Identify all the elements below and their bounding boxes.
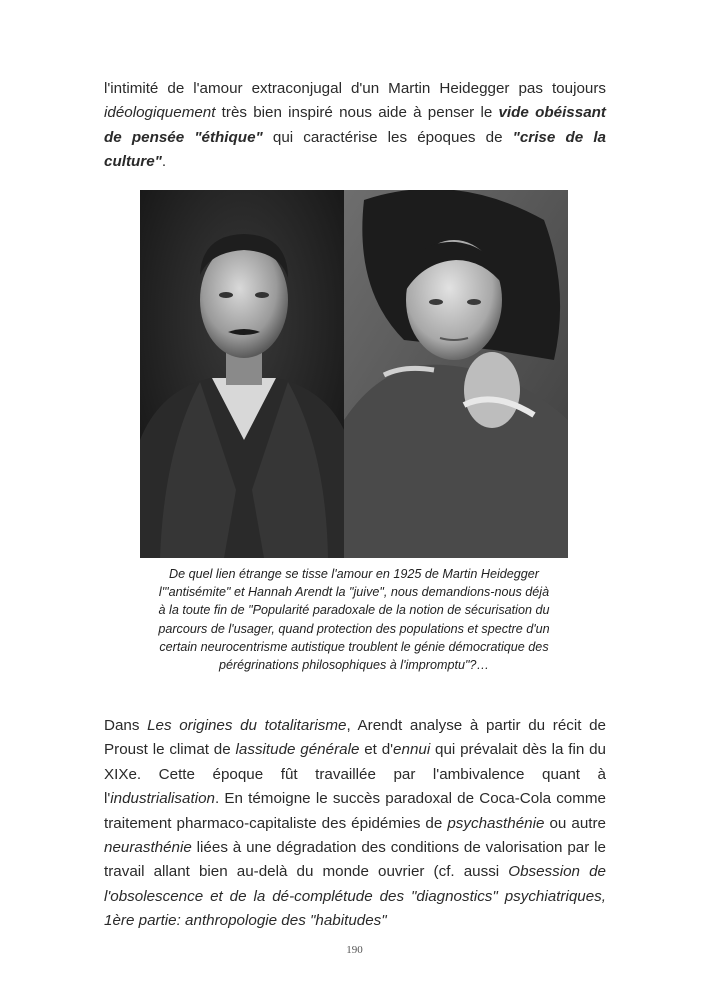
caption-line: l'"antisémite" et Hannah Arendt la "juive", nous demandions-nous déjà xyxy=(158,585,550,600)
portrait-arendt xyxy=(344,190,568,558)
text-run: , Arendt analyse à partir du récit de Proust le climat de xyxy=(104,717,606,759)
text-run: liées à une dégradation des conditions de valorisation par le travail allant bien au-delà du monde ouvrier (cf. aussi xyxy=(104,839,606,881)
caption-line: De quel lien étrange se tisse l'amour en 1925 de Martin Heidegger xyxy=(169,567,539,581)
text-run: lassitude générale xyxy=(235,741,360,759)
text-run: très bien inspiré nous aide à penser le xyxy=(215,104,499,122)
text-run: industrialisation xyxy=(110,790,215,808)
caption-line: parcours de l'usager, quand protection des populations et spectre d'un xyxy=(158,621,550,636)
photo-figure xyxy=(140,190,568,558)
caption-line: pérégrinations philosophiques à l'impromptu"?… xyxy=(218,658,490,673)
text-run: qui prévalait dès la fin du XIXe. Cette époque fût travaillée par l'ambivalence quant à l' xyxy=(104,741,607,808)
text-run: Dans xyxy=(104,717,148,734)
paragraph-bottom xyxy=(104,714,606,934)
portrait-heidegger xyxy=(140,190,344,558)
page-number: 190 xyxy=(346,944,363,956)
text-run: qui caractérise les époques de xyxy=(262,128,513,146)
text-run: ennui xyxy=(393,741,431,759)
text-run: idéologiquement xyxy=(104,104,216,122)
text-run: "crise de la culture" xyxy=(104,128,606,171)
paragraph-top xyxy=(104,77,606,175)
caption-line: certain neurocentrisme autistique troublent le génie démocratique des xyxy=(159,639,549,654)
text-run: neurasthénie xyxy=(104,839,192,857)
text-run: . xyxy=(161,153,167,171)
text-run: psychasthénie xyxy=(447,814,545,832)
text-run: Les origines du totalitarisme xyxy=(147,717,347,734)
figure-caption xyxy=(128,565,580,674)
text-run: . En témoigne le succès paradoxal de Coca-Cola comme traitement pharmaco-capitaliste des épidémies de xyxy=(104,790,606,832)
text-run: vide obéissant de pensée "éthique" xyxy=(104,104,606,146)
text-run: l'intimité de l'amour extraconjugal d'un Martin Heidegger pas toujours xyxy=(104,80,606,97)
text-run: ou autre xyxy=(544,814,606,832)
caption-line: à la toute fin de "Popularité paradoxale de la notion de sécurisation du xyxy=(158,603,550,618)
text-run: Obsession de l'obsolescence et de la dé-complétude des "diagnostics" psychiatriques, 1ère partie: anthropologie des "habitudes" xyxy=(104,863,606,930)
text-run: et d' xyxy=(359,741,394,759)
